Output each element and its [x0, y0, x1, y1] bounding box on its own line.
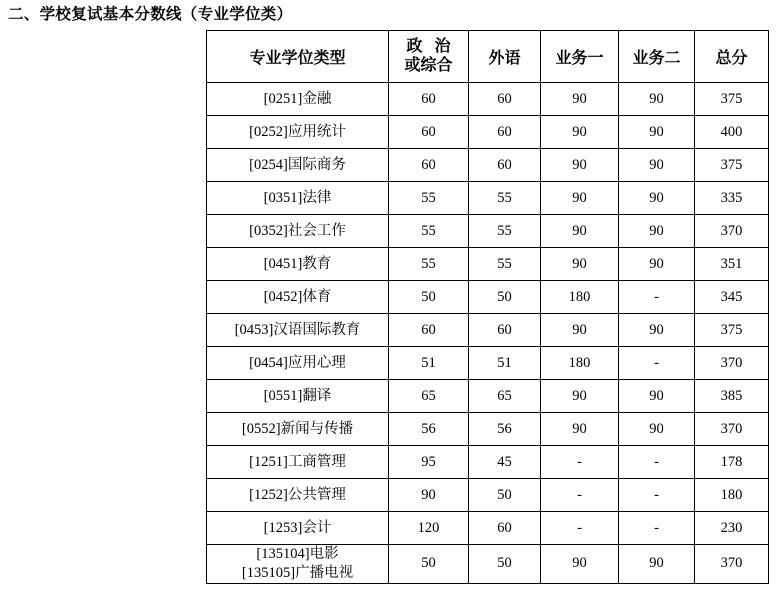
cell-business-one: 90	[541, 116, 619, 149]
cell-total: 370	[695, 413, 769, 446]
cell-business-one: 90	[541, 149, 619, 182]
cell-politics: 55	[389, 182, 469, 215]
cell-business-two: 90	[619, 83, 695, 116]
degree-type-line: [0251]金融	[263, 90, 332, 107]
degree-type-line: [1253]会计	[263, 519, 332, 536]
cell-total: 180	[695, 479, 769, 512]
cell-total: 385	[695, 380, 769, 413]
degree-type-line: [0451]教育	[263, 255, 332, 272]
cell-degree-type	[207, 380, 389, 413]
cell-business-one: 90	[541, 83, 619, 116]
column-header-politics-stack	[389, 38, 468, 76]
cell-business-two: -	[619, 347, 695, 380]
cell-foreign-language: 50	[469, 281, 541, 314]
cell-degree-type	[207, 347, 389, 380]
column-header-business-one	[541, 31, 619, 83]
cell-politics: 56	[389, 413, 469, 446]
cell-politics: 65	[389, 380, 469, 413]
cell-business-one: 90	[541, 182, 619, 215]
column-header-total	[695, 31, 769, 83]
table-row	[207, 314, 769, 347]
degree-type-line: [135105]广播电视	[241, 564, 354, 581]
cell-degree-type	[207, 281, 389, 314]
cell-foreign-language: 55	[469, 215, 541, 248]
cell-total: 351	[695, 248, 769, 281]
table-row	[207, 116, 769, 149]
cell-degree-type	[207, 314, 389, 347]
cell-foreign-language: 60	[469, 314, 541, 347]
table-body	[207, 83, 769, 584]
cell-business-one: 90	[541, 380, 619, 413]
cell-foreign-language: 60	[469, 116, 541, 149]
column-header-business-two-label: 业务二	[632, 50, 681, 67]
cell-politics: 50	[389, 545, 469, 584]
table-row	[207, 347, 769, 380]
cell-degree-type	[207, 149, 389, 182]
cell-business-two: 90	[619, 413, 695, 446]
cell-business-two: -	[619, 281, 695, 314]
cell-total: 375	[695, 149, 769, 182]
cell-business-two: -	[619, 479, 695, 512]
cell-degree-type	[207, 182, 389, 215]
cell-total: 178	[695, 446, 769, 479]
score-table	[206, 30, 769, 584]
degree-type-line: [0452]体育	[263, 288, 332, 305]
table-row	[207, 479, 769, 512]
table-row	[207, 215, 769, 248]
cell-politics: 60	[389, 149, 469, 182]
cell-total: 230	[695, 512, 769, 545]
degree-type-line: [0252]应用统计	[249, 123, 346, 140]
cell-degree-type	[207, 215, 389, 248]
cell-total: 370	[695, 215, 769, 248]
cell-foreign-language: 65	[469, 380, 541, 413]
cell-business-one: 90	[541, 413, 619, 446]
cell-business-two: 90	[619, 248, 695, 281]
cell-business-one: -	[541, 512, 619, 545]
cell-foreign-language: 60	[469, 512, 541, 545]
cell-degree-type	[207, 545, 389, 584]
column-header-foreign-language-label: 外语	[488, 50, 521, 67]
column-header-degree-type-label: 专业学位类型	[249, 50, 346, 67]
cell-business-one: -	[541, 446, 619, 479]
column-header-total-label: 总分	[715, 50, 748, 67]
table-row	[207, 512, 769, 545]
cell-foreign-language: 45	[469, 446, 541, 479]
table-row	[207, 248, 769, 281]
column-header-politics	[389, 31, 469, 83]
table-header	[207, 31, 769, 83]
column-header-foreign-language	[469, 31, 541, 83]
cell-politics: 51	[389, 347, 469, 380]
cell-politics: 60	[389, 83, 469, 116]
cell-business-two: 90	[619, 314, 695, 347]
cell-foreign-language: 50	[469, 479, 541, 512]
cell-business-one: 90	[541, 545, 619, 584]
degree-type-line: [1252]公共管理	[249, 486, 346, 503]
cell-politics: 60	[389, 314, 469, 347]
cell-business-two: 90	[619, 116, 695, 149]
degree-type-line: [135104]电影	[256, 546, 339, 562]
cell-foreign-language: 55	[469, 182, 541, 215]
column-header-politics-line2: 或综合	[404, 56, 453, 74]
degree-type-line: [0552]新闻与传播	[241, 420, 354, 437]
cell-degree-type	[207, 248, 389, 281]
cell-degree-type	[207, 479, 389, 512]
cell-business-one: 90	[541, 248, 619, 281]
cell-degree-type	[207, 83, 389, 116]
cell-total: 400	[695, 116, 769, 149]
cell-total: 375	[695, 314, 769, 347]
cell-degree-type	[207, 446, 389, 479]
cell-politics: 50	[389, 281, 469, 314]
cell-degree-type	[207, 413, 389, 446]
cell-foreign-language: 56	[469, 413, 541, 446]
score-table-container	[206, 30, 769, 584]
cell-business-one: 180	[541, 347, 619, 380]
table-row	[207, 413, 769, 446]
cell-business-two: 90	[619, 215, 695, 248]
cell-degree-type	[207, 116, 389, 149]
cell-politics: 120	[389, 512, 469, 545]
cell-politics: 55	[389, 248, 469, 281]
degree-type-line: [0351]法律	[263, 189, 332, 206]
cell-business-two: -	[619, 446, 695, 479]
degree-type-line: [1251]工商管理	[249, 453, 346, 470]
column-header-business-one-label: 业务一	[555, 50, 604, 67]
cell-total: 370	[695, 347, 769, 380]
cell-business-two: 90	[619, 380, 695, 413]
cell-politics: 60	[389, 116, 469, 149]
cell-degree-type	[207, 512, 389, 545]
cell-business-two: 90	[619, 149, 695, 182]
cell-foreign-language: 50	[469, 545, 541, 584]
column-header-degree-type	[207, 31, 389, 83]
table-row	[207, 83, 769, 116]
cell-politics: 55	[389, 215, 469, 248]
column-header-business-two	[619, 31, 695, 83]
cell-politics: 90	[389, 479, 469, 512]
table-row	[207, 446, 769, 479]
cell-business-one: -	[541, 479, 619, 512]
cell-business-one: 90	[541, 215, 619, 248]
table-row	[207, 281, 769, 314]
cell-total: 375	[695, 83, 769, 116]
cell-total: 335	[695, 182, 769, 215]
cell-business-one: 180	[541, 281, 619, 314]
cell-total: 370	[695, 545, 769, 584]
cell-business-two: 90	[619, 545, 695, 584]
degree-type-line: [0454]应用心理	[249, 354, 346, 371]
degree-type-line: [0551]翻译	[263, 387, 332, 404]
degree-type-line: [0453]汉语国际教育	[234, 321, 361, 338]
cell-total: 345	[695, 281, 769, 314]
page-title: 二、学校复试基本分数线（专业学位类）	[8, 6, 293, 23]
cell-foreign-language: 55	[469, 248, 541, 281]
table-row	[207, 380, 769, 413]
degree-type-line: [0254]国际商务	[249, 156, 346, 173]
cell-foreign-language: 60	[469, 83, 541, 116]
cell-politics: 95	[389, 446, 469, 479]
table-header-row	[207, 31, 769, 83]
cell-foreign-language: 51	[469, 347, 541, 380]
cell-business-two: 90	[619, 182, 695, 215]
column-header-politics-line1: 政 治	[406, 37, 455, 55]
cell-business-one: 90	[541, 314, 619, 347]
degree-type-line: [0352]社会工作	[249, 222, 346, 239]
cell-foreign-language: 60	[469, 149, 541, 182]
table-row	[207, 182, 769, 215]
table-row	[207, 545, 769, 584]
cell-business-two: -	[619, 512, 695, 545]
table-row	[207, 149, 769, 182]
